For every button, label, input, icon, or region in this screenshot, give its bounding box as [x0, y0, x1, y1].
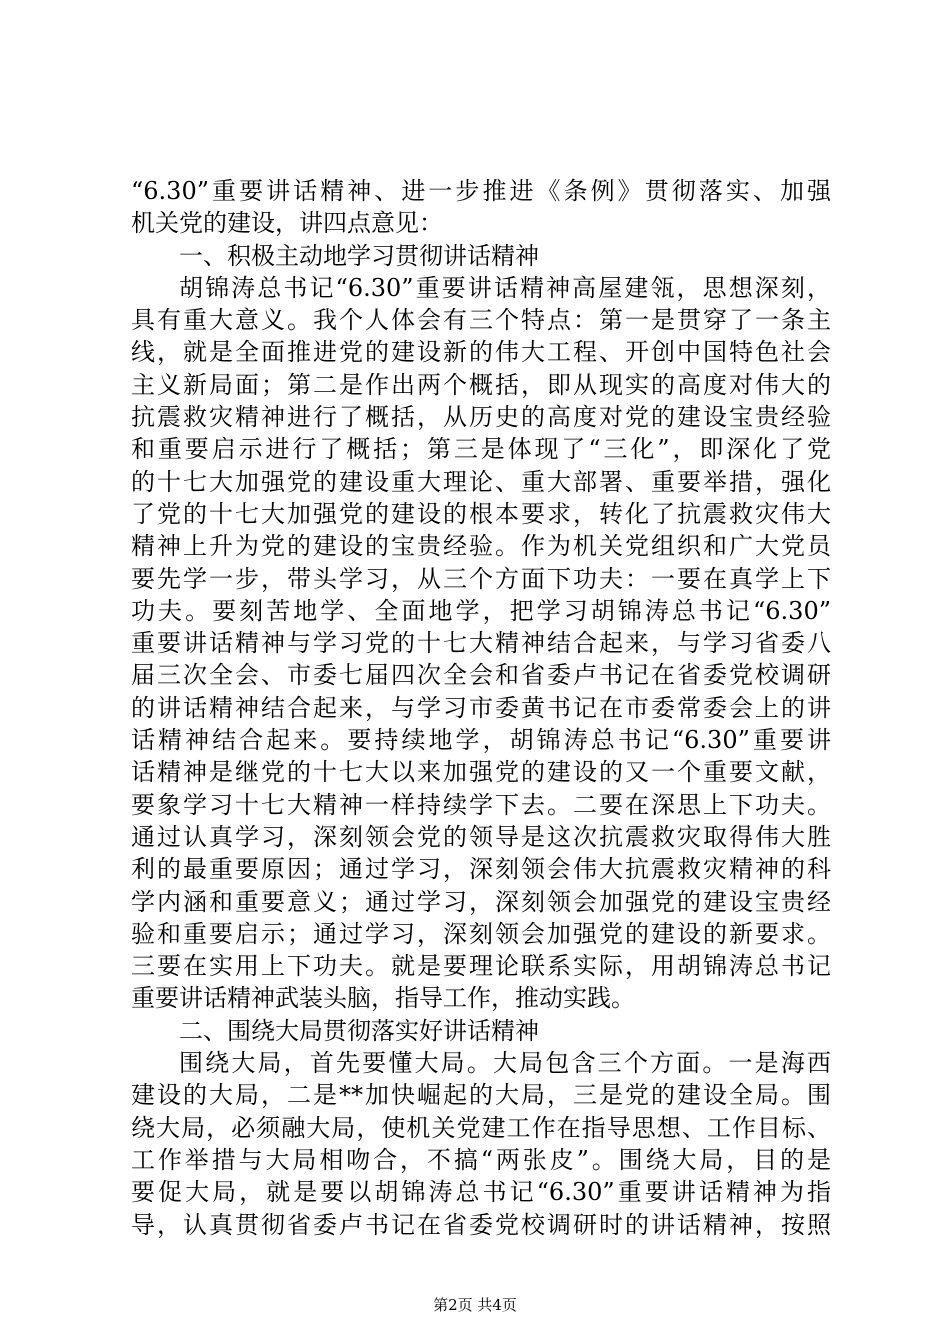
- paragraph-first-line: 围绕大局，首先要懂大局。大局包含三个方面。一是海西: [179, 1049, 831, 1078]
- paragraph-line: 话精神结合起来。要持续地学，胡锦涛总书记“6.30”重要讲: [131, 726, 831, 755]
- paragraph-line: 导，认真贯彻省委卢书记在省委党校调研时的讲话精神，按照: [131, 1210, 831, 1239]
- paragraph-line: 工作举措与大局相吻合，不搞“两张皮”。围绕大局，目的是: [131, 1145, 831, 1174]
- paragraph-line: 三要在实用上下功夫。就是要理论联系实际，用胡锦涛总书记: [131, 952, 831, 981]
- paragraph-line: 线，就是全面推进党的建设新的伟大工程、开创中国特色社会: [131, 338, 831, 367]
- paragraph-line: 和重要启示进行了概括；第三是体现了“三化”，即深化了党: [131, 435, 831, 464]
- paragraph-line: 的十七大加强党的建设重大理论、重大部署、重要举措，强化: [131, 467, 831, 496]
- paragraph-line: 主义新局面；第二是作出两个概括，即从现实的高度对伟大的: [131, 370, 831, 399]
- paragraph-line: “6.30”重要讲话精神、进一步推进《条例》贯彻落实、加强: [131, 177, 831, 205]
- paragraph-line: 具有重大意义。我个人体会有三个特点：第一是贯穿了一条主: [131, 306, 831, 335]
- paragraph-line: 重要讲话精神武装头脑，指导工作，推动实践。: [131, 984, 635, 1013]
- paragraph-first-line: 胡锦涛总书记“6.30”重要讲话精神高屋建瓴，思想深刻，: [179, 273, 831, 302]
- paragraph-line: 抗震救灾精神进行了概括，从历史的高度对党的建设宝贵经验: [131, 403, 831, 432]
- paragraph-line: 通过认真学习，深刻领会党的领导是这次抗震救灾取得伟大胜: [131, 822, 831, 851]
- section-heading: 二、围绕大局贯彻落实好讲话精神: [179, 1016, 539, 1045]
- paragraph-line: 利的最重要原因；通过学习，深刻领会伟大抗震救灾精神的科: [131, 855, 831, 884]
- paragraph-line: 的讲话精神结合起来，与学习市委黄书记在市委常委会上的讲: [131, 693, 831, 722]
- paragraph-line: 重要讲话精神与学习党的十七大精神结合起来，与学习省委八: [131, 629, 831, 658]
- paragraph-line: 要先学一步，带头学习，从三个方面下功夫：一要在真学上下: [131, 564, 831, 593]
- paragraph-line: 精神上升为党的建设的宝贵经验。作为机关党组织和广大党员: [131, 532, 831, 561]
- paragraph-line: 验和重要启示；通过学习，深刻领会加强党的建设的新要求。: [131, 919, 831, 948]
- paragraph-line: 功夫。要刻苦地学、全面地学，把学习胡锦涛总书记“6.30”: [131, 596, 831, 625]
- paragraph-line: 了党的十七大加强党的建设的根本要求，转化了抗震救灾伟大: [131, 499, 831, 528]
- paragraph-line: 届三次全会、市委七届四次全会和省委卢书记在省委党校调研: [131, 661, 831, 690]
- paragraph-line: 话精神是继党的十七大以来加强党的建设的又一个重要文献，: [131, 758, 831, 787]
- paragraph-line: 学内涵和重要意义；通过学习，深刻领会加强党的建设宝贵经: [131, 887, 831, 916]
- paragraph-line: 建设的大局，二是**加快崛起的大局，三是党的建设全局。围: [131, 1081, 831, 1110]
- paragraph-line: 机关党的建设，讲四点意见：: [131, 209, 443, 238]
- page-footer: 第2页 共4页: [433, 1296, 517, 1314]
- section-heading: 一、积极主动地学习贯彻讲话精神: [179, 241, 539, 270]
- paragraph-line: 要促大局，就是要以胡锦涛总书记“6.30”重要讲话精神为指: [131, 1178, 831, 1207]
- paragraph-line: 要象学习十七大精神一样持续学下去。二要在深思上下功夫。: [131, 790, 831, 819]
- document-body: [131, 175, 831, 1241]
- paragraph-line: 绕大局，必须融大局，使机关党建工作在指导思想、工作目标、: [131, 1113, 831, 1142]
